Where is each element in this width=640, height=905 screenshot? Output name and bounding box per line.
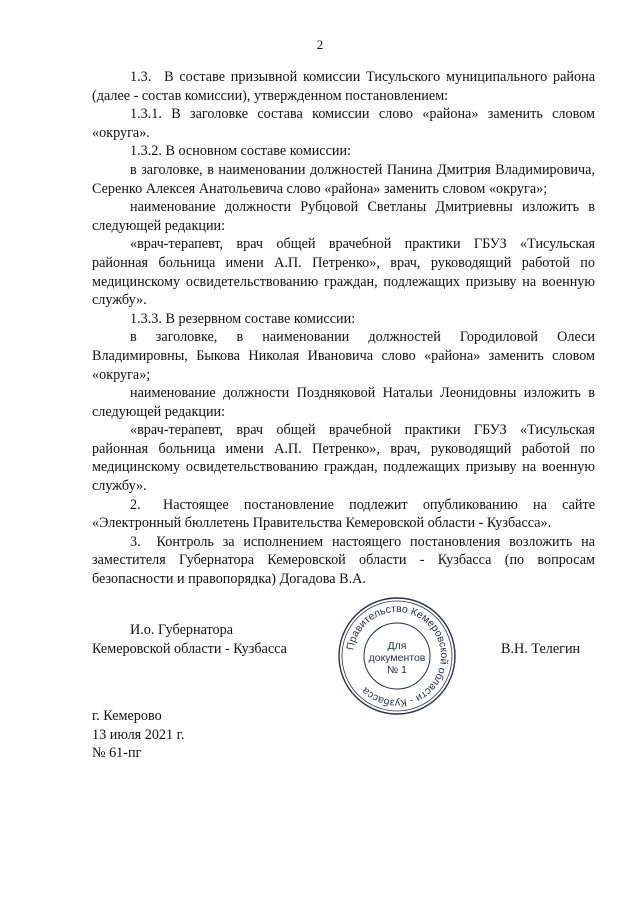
- issue-place: г. Кемерово: [92, 708, 162, 724]
- paragraph-rubtsova-title: «врач-терапевт, врач общей врачебной практики ГБУЗ «Тисульская районная больница имени А.П. Петренко», врач, руководящий работой по медицинскому освидетельствованию граждан, подлежащих призыву на военную службу».: [92, 236, 595, 309]
- paragraph-pozdnyakova-title: «врач-терапевт, врач общей врачебной практики ГБУЗ «Тисульская районная больница имени А.П. Петренко», врач, руководящий работой по медицинскому освидетельствованию граждан, подлежащих призыву на военную службу».: [92, 422, 595, 495]
- official-stamp: [335, 594, 459, 718]
- paragraph-reserve-header: в заголовке, в наименовании должностей Городиловой Олеси Владимировны, Быкова Николая Ивановича слово «района» заменить словом «округа»;: [92, 329, 595, 383]
- page-number: 2: [316, 37, 324, 52]
- paragraph-pozdnyakova: наименование должности Поздняковой Натальи Леонидовны изложить в следующей редакции:: [92, 385, 595, 420]
- stamp-seal-graphic: [335, 594, 459, 718]
- paragraph-2: 2. Настоящее постановление подлежит опубликованию на сайте «Электронный бюллетень Правительства Кемеровской области - Кузбасса».: [92, 496, 595, 532]
- paragraph-main-header: в заголовке, в наименовании должностей Панина Дмитрия Владимировича, Серенко Алексея Анатольевича слово «района» заменить словом «округа»;: [92, 161, 595, 197]
- signatory-name: В.Н. Телегин: [501, 641, 581, 657]
- signatory-role: [92, 621, 287, 658]
- paragraph-3: 3. Контроль за исполнением настоящего постановления возложить на заместителя Губернатора Кемеровской области - Кузбасса (по вопросам безопасности и правопорядка) Догадова В.А.: [92, 533, 595, 588]
- paragraph-1-3-2: 1.3.2. В основном составе комиссии:: [130, 143, 352, 160]
- stamp-inner-line3: № 1: [386, 664, 408, 676]
- signatory-role-line2: Кемеровской области - Кузбасса: [92, 640, 287, 657]
- paragraph-1-3-3: 1.3.3. В резервном составе комиссии:: [130, 310, 356, 327]
- stamp-inner-line1: Для: [387, 640, 407, 652]
- paragraph-1-3: 1.3. В составе призывной комиссии Тисульского муниципального района (далее - состав комиссии), утвержденном постановлением:: [92, 69, 595, 104]
- paragraph-rubtsova: наименование должности Рубцовой Светланы Дмитриевны изложить в следующей редакции:: [92, 199, 595, 234]
- stamp-ring-text: Правительство Кемеровской области - Кузбасса: [344, 602, 451, 710]
- document-body: [92, 68, 595, 589]
- issue-number: № 61-пг: [92, 745, 142, 762]
- issue-date: 13 июля 2021 г.: [92, 726, 185, 743]
- stamp-inner-line2: документов: [368, 652, 426, 664]
- paragraph-1-3-1: 1.3.1. В заголовке состава комиссии слово «района» заменить словом «округа».: [92, 106, 595, 141]
- issue-details: [92, 707, 184, 763]
- signatory-role-line1: И.о. Губернатора: [130, 622, 233, 638]
